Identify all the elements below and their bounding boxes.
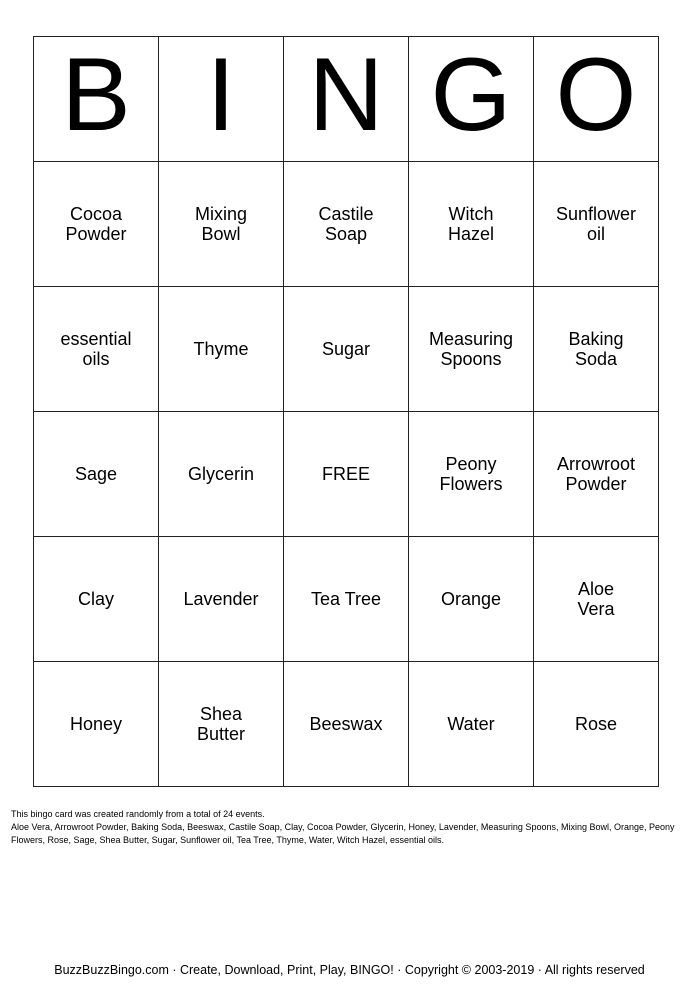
bingo-cell-line: Glycerin	[187, 464, 254, 484]
header-letter-b: B	[34, 37, 159, 162]
bingo-row	[34, 537, 659, 662]
bingo-cell	[409, 537, 534, 662]
bingo-cell-text	[183, 589, 258, 609]
bingo-cell-text	[448, 204, 494, 244]
bingo-row	[34, 162, 659, 287]
bingo-cell-line: Beeswax	[309, 714, 383, 734]
bingo-cell-text	[188, 464, 254, 484]
bingo-cell-line: Shea	[199, 704, 243, 724]
header-letter-g: G	[409, 37, 534, 162]
bingo-card-body	[34, 37, 659, 787]
bingo-cell	[284, 287, 409, 412]
bingo-cell-line: Flowers	[439, 474, 503, 494]
event-list: Aloe Vera, Arrowroot Powder, Baking Soda, Beeswax, Castile Soap, Clay, Cocoa Powder, Glycerin, Honey, Lavender, Measuring Spoons, Mixing Bowl, Orange, Peony Flowers, Rose, Sage, Shea Butter, Sugar, Sunflower oil, Tea Tree, Thyme, Water, Witch Hazel, essential oils.	[11, 822, 675, 845]
bingo-cell	[159, 412, 284, 537]
bingo-cell-text	[193, 339, 248, 359]
bingo-cell-line: Orange	[440, 589, 502, 609]
bingo-cell	[284, 412, 409, 537]
bingo-cell	[534, 162, 659, 287]
bingo-cell-text	[429, 329, 513, 369]
bingo-cell-text	[195, 204, 247, 244]
bingo-cell-line: Mixing	[194, 204, 247, 224]
bingo-cell-line: Sugar	[321, 339, 371, 359]
bingo-cell-line: Vera	[577, 599, 615, 619]
bingo-cell-text	[309, 714, 382, 734]
bingo-cell-text	[577, 579, 614, 619]
bingo-row	[34, 412, 659, 537]
bingo-cell-line: essential	[60, 329, 132, 349]
bingo-cell-line: Tea Tree	[310, 589, 382, 609]
bingo-cell-text	[441, 589, 501, 609]
bingo-cell	[534, 412, 659, 537]
card-notes	[11, 808, 691, 847]
bingo-cell-line: Arrowroot	[556, 454, 636, 474]
bingo-cell	[159, 287, 284, 412]
bingo-card	[33, 36, 659, 787]
bingo-cell-line: Soda	[574, 349, 618, 369]
bingo-cell	[284, 537, 409, 662]
bingo-cell-line: Powder	[565, 474, 627, 494]
bingo-cell-line: Peony	[445, 454, 497, 474]
bingo-cell-line: Spoons	[440, 349, 502, 369]
bingo-cell-text	[575, 714, 617, 734]
bingo-cell	[34, 287, 159, 412]
bingo-cell	[34, 412, 159, 537]
bingo-cell-text	[75, 464, 117, 484]
header-letter-i: I	[159, 37, 284, 162]
header-letter-n: N	[284, 37, 409, 162]
bingo-cell	[34, 662, 159, 787]
bingo-cell-line: Powder	[65, 224, 127, 244]
bingo-cell-text	[557, 454, 635, 494]
bingo-row	[34, 662, 659, 787]
bingo-cell-text	[60, 329, 131, 369]
bingo-cell	[534, 537, 659, 662]
bingo-cell-text	[439, 454, 502, 494]
bingo-cell-line: Bowl	[201, 224, 241, 244]
bingo-cell-line: Clay	[77, 589, 114, 609]
bingo-cell-line: Witch	[448, 204, 494, 224]
bingo-cell-line: Cocoa	[69, 204, 123, 224]
bingo-cell	[409, 412, 534, 537]
bingo-cell-line: Castile	[318, 204, 374, 224]
bingo-cell	[159, 662, 284, 787]
bingo-cell	[284, 162, 409, 287]
bingo-cell	[159, 537, 284, 662]
bingo-cell-line: Measuring	[428, 329, 514, 349]
bingo-cell-text	[322, 464, 370, 484]
bingo-cell-line: Lavender	[183, 589, 259, 609]
bingo-cell-text	[197, 704, 245, 744]
bingo-cell-line: Water	[447, 714, 495, 734]
header-letter-o: O	[534, 37, 659, 162]
bingo-cell-line: Sage	[74, 464, 118, 484]
bingo-row	[34, 287, 659, 412]
bingo-cell-text	[322, 339, 370, 359]
bingo-cell-line: Butter	[196, 724, 246, 744]
bingo-cell	[34, 537, 159, 662]
bingo-cell-text	[318, 204, 373, 244]
bingo-cell-line: Rose	[574, 714, 618, 734]
bingo-cell	[409, 662, 534, 787]
bingo-cell	[409, 287, 534, 412]
bingo-cell	[159, 162, 284, 287]
bingo-cell-text	[78, 589, 114, 609]
bingo-cell-text	[65, 204, 126, 244]
bingo-cell	[534, 287, 659, 412]
bingo-cell	[34, 162, 159, 287]
bingo-cell-line: Sunflower	[555, 204, 637, 224]
bingo-cell-line: Thyme	[193, 339, 249, 359]
card-summary: This bingo card was created randomly from a total of 24 events.	[11, 809, 265, 819]
bingo-cell	[534, 662, 659, 787]
page-footer: BuzzBuzzBingo.com · Create, Download, Print, Play, BINGO! · Copyright © 2003-2019 · All rights reserved	[54, 963, 645, 977]
bingo-cell	[409, 162, 534, 287]
bingo-cell-line: Hazel	[447, 224, 495, 244]
bingo-cell	[284, 662, 409, 787]
bingo-cell-line: FREE	[321, 464, 370, 484]
bingo-cell-text	[447, 714, 494, 734]
bingo-cell-line: Baking	[568, 329, 624, 349]
bingo-cell-line: Honey	[69, 714, 123, 734]
bingo-cell-text	[568, 329, 623, 369]
bingo-cell-text	[556, 204, 636, 244]
header-row	[34, 37, 659, 162]
bingo-cell-line: Soap	[324, 224, 368, 244]
bingo-cell-line: Aloe	[577, 579, 615, 599]
bingo-cell-line: oils	[82, 349, 110, 369]
bingo-cell-text	[311, 589, 381, 609]
bingo-cell-line: oil	[586, 224, 605, 244]
bingo-cell-text	[70, 714, 122, 734]
